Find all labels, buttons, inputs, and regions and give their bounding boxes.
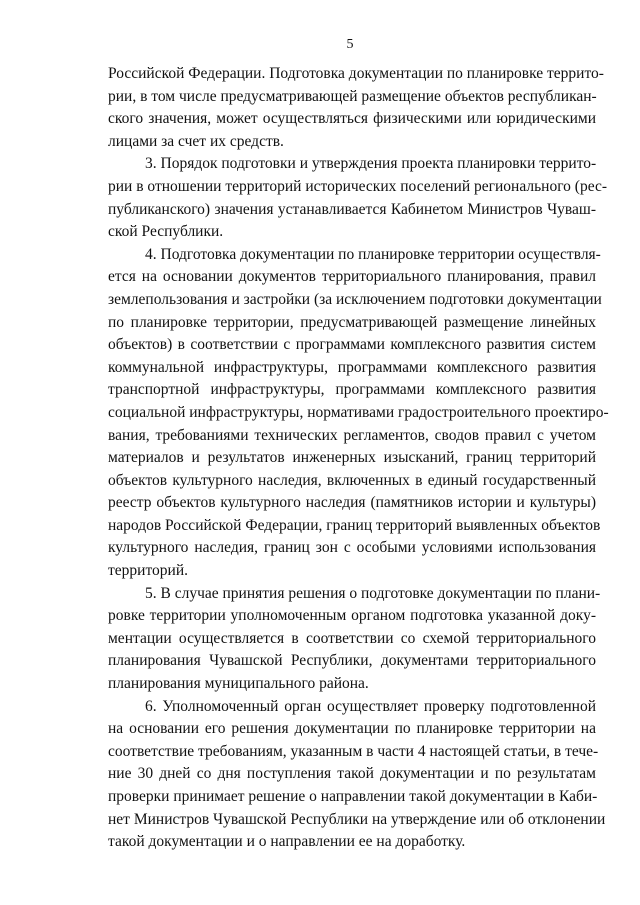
text-line: вания, требованиями технических регламентов, сводов правил с учетом: [108, 426, 596, 444]
text-line: 4. Подготовка документации по планировке территории осуществля-: [145, 245, 601, 263]
text-line: ментации осуществляется в соответствии со схемой территориального: [108, 629, 596, 647]
text-line: коммунальной инфраструктуры, программами комплексного развития: [108, 358, 596, 376]
page-number: 5: [346, 37, 354, 52]
text-line: материалов и результатов инженерных изысканий, границ территорий: [108, 449, 596, 467]
text-line: планирования Чувашской Республики, документами территориального: [108, 652, 596, 670]
text-line: рии в отношении территорий исторических поселений регионального (рес-: [108, 177, 608, 195]
paragraph-2: [108, 153, 608, 243]
text-line: 5. В случае принятия решения о подготовке документации по плани-: [145, 584, 601, 602]
text-line: 3. Порядок подготовки и утверждения проекта планировки террито-: [145, 155, 597, 173]
text-line: ние 30 дней со дня поступления такой документации и по результатам: [108, 765, 596, 783]
text-line: такой документации и о направлении ее на доработку.: [108, 833, 466, 851]
text-line: реестр объектов культурного наследия (памятников истории и культуры): [108, 494, 596, 512]
text-line: культурного наследия, границ зон с особыми условиями использования: [108, 539, 596, 557]
text-line: проверки принимает решение о направлении такой документации в Каби-: [108, 788, 598, 805]
paragraph-1: [108, 63, 604, 153]
text-line: народов Российской Федерации, границ территорий выявленных объектов: [108, 516, 601, 534]
text-line: Российской Федерации. Подготовка документации по планировке террито-: [108, 65, 604, 82]
paragraph-4: [108, 583, 601, 696]
text-line: соответствие требованиям, указанным в части 4 настоящей статьи, в тече-: [108, 742, 599, 760]
text-line: землепользования и застройки (за исключением подготовки документации: [108, 290, 602, 308]
text-line: публиканского) значения устанавливается Кабинетом Министров Чуваш-: [108, 200, 596, 218]
text-line: объектов) в соответствии с программами комплексного развития систем: [108, 336, 596, 354]
text-line: лицами за счет их средств.: [108, 132, 284, 150]
text-line: нет Министров Чувашской Республики на утверждение или об отклонении: [108, 810, 606, 828]
text-line: объектов культурного наследия, включенных в единый государственный: [108, 471, 596, 489]
text-line: ской Республики.: [108, 223, 224, 241]
text-line: по планировке территории, предусматривающей размещение линейных: [108, 313, 596, 331]
text-line: рии, в том числе предусматривающей размещение объектов республикан-: [108, 87, 597, 105]
text-line: ского значения, может осуществляться физическими или юридическими: [108, 110, 596, 128]
text-line: ровке территории уполномоченным органом подготовка указанной доку-: [108, 607, 596, 625]
text-line: 6. Уполномоченный орган осуществляет проверку подготовленной: [145, 697, 596, 715]
paragraph-5: [108, 696, 606, 854]
text-line: ется на основании документов территориального планирования, правил: [108, 268, 596, 286]
paragraph-3: [108, 244, 609, 583]
text-line: транспортной инфраструктуры, программами комплексного развития: [108, 381, 596, 399]
text-line: на основании его решения документации по планировке территории на: [108, 720, 596, 738]
document-body: [108, 63, 609, 854]
text-line: территорий.: [108, 562, 188, 580]
text-line: социальной инфраструктуры, нормативами градостроительного проектиро-: [108, 403, 609, 421]
text-line: планирования муниципального района.: [108, 675, 369, 693]
